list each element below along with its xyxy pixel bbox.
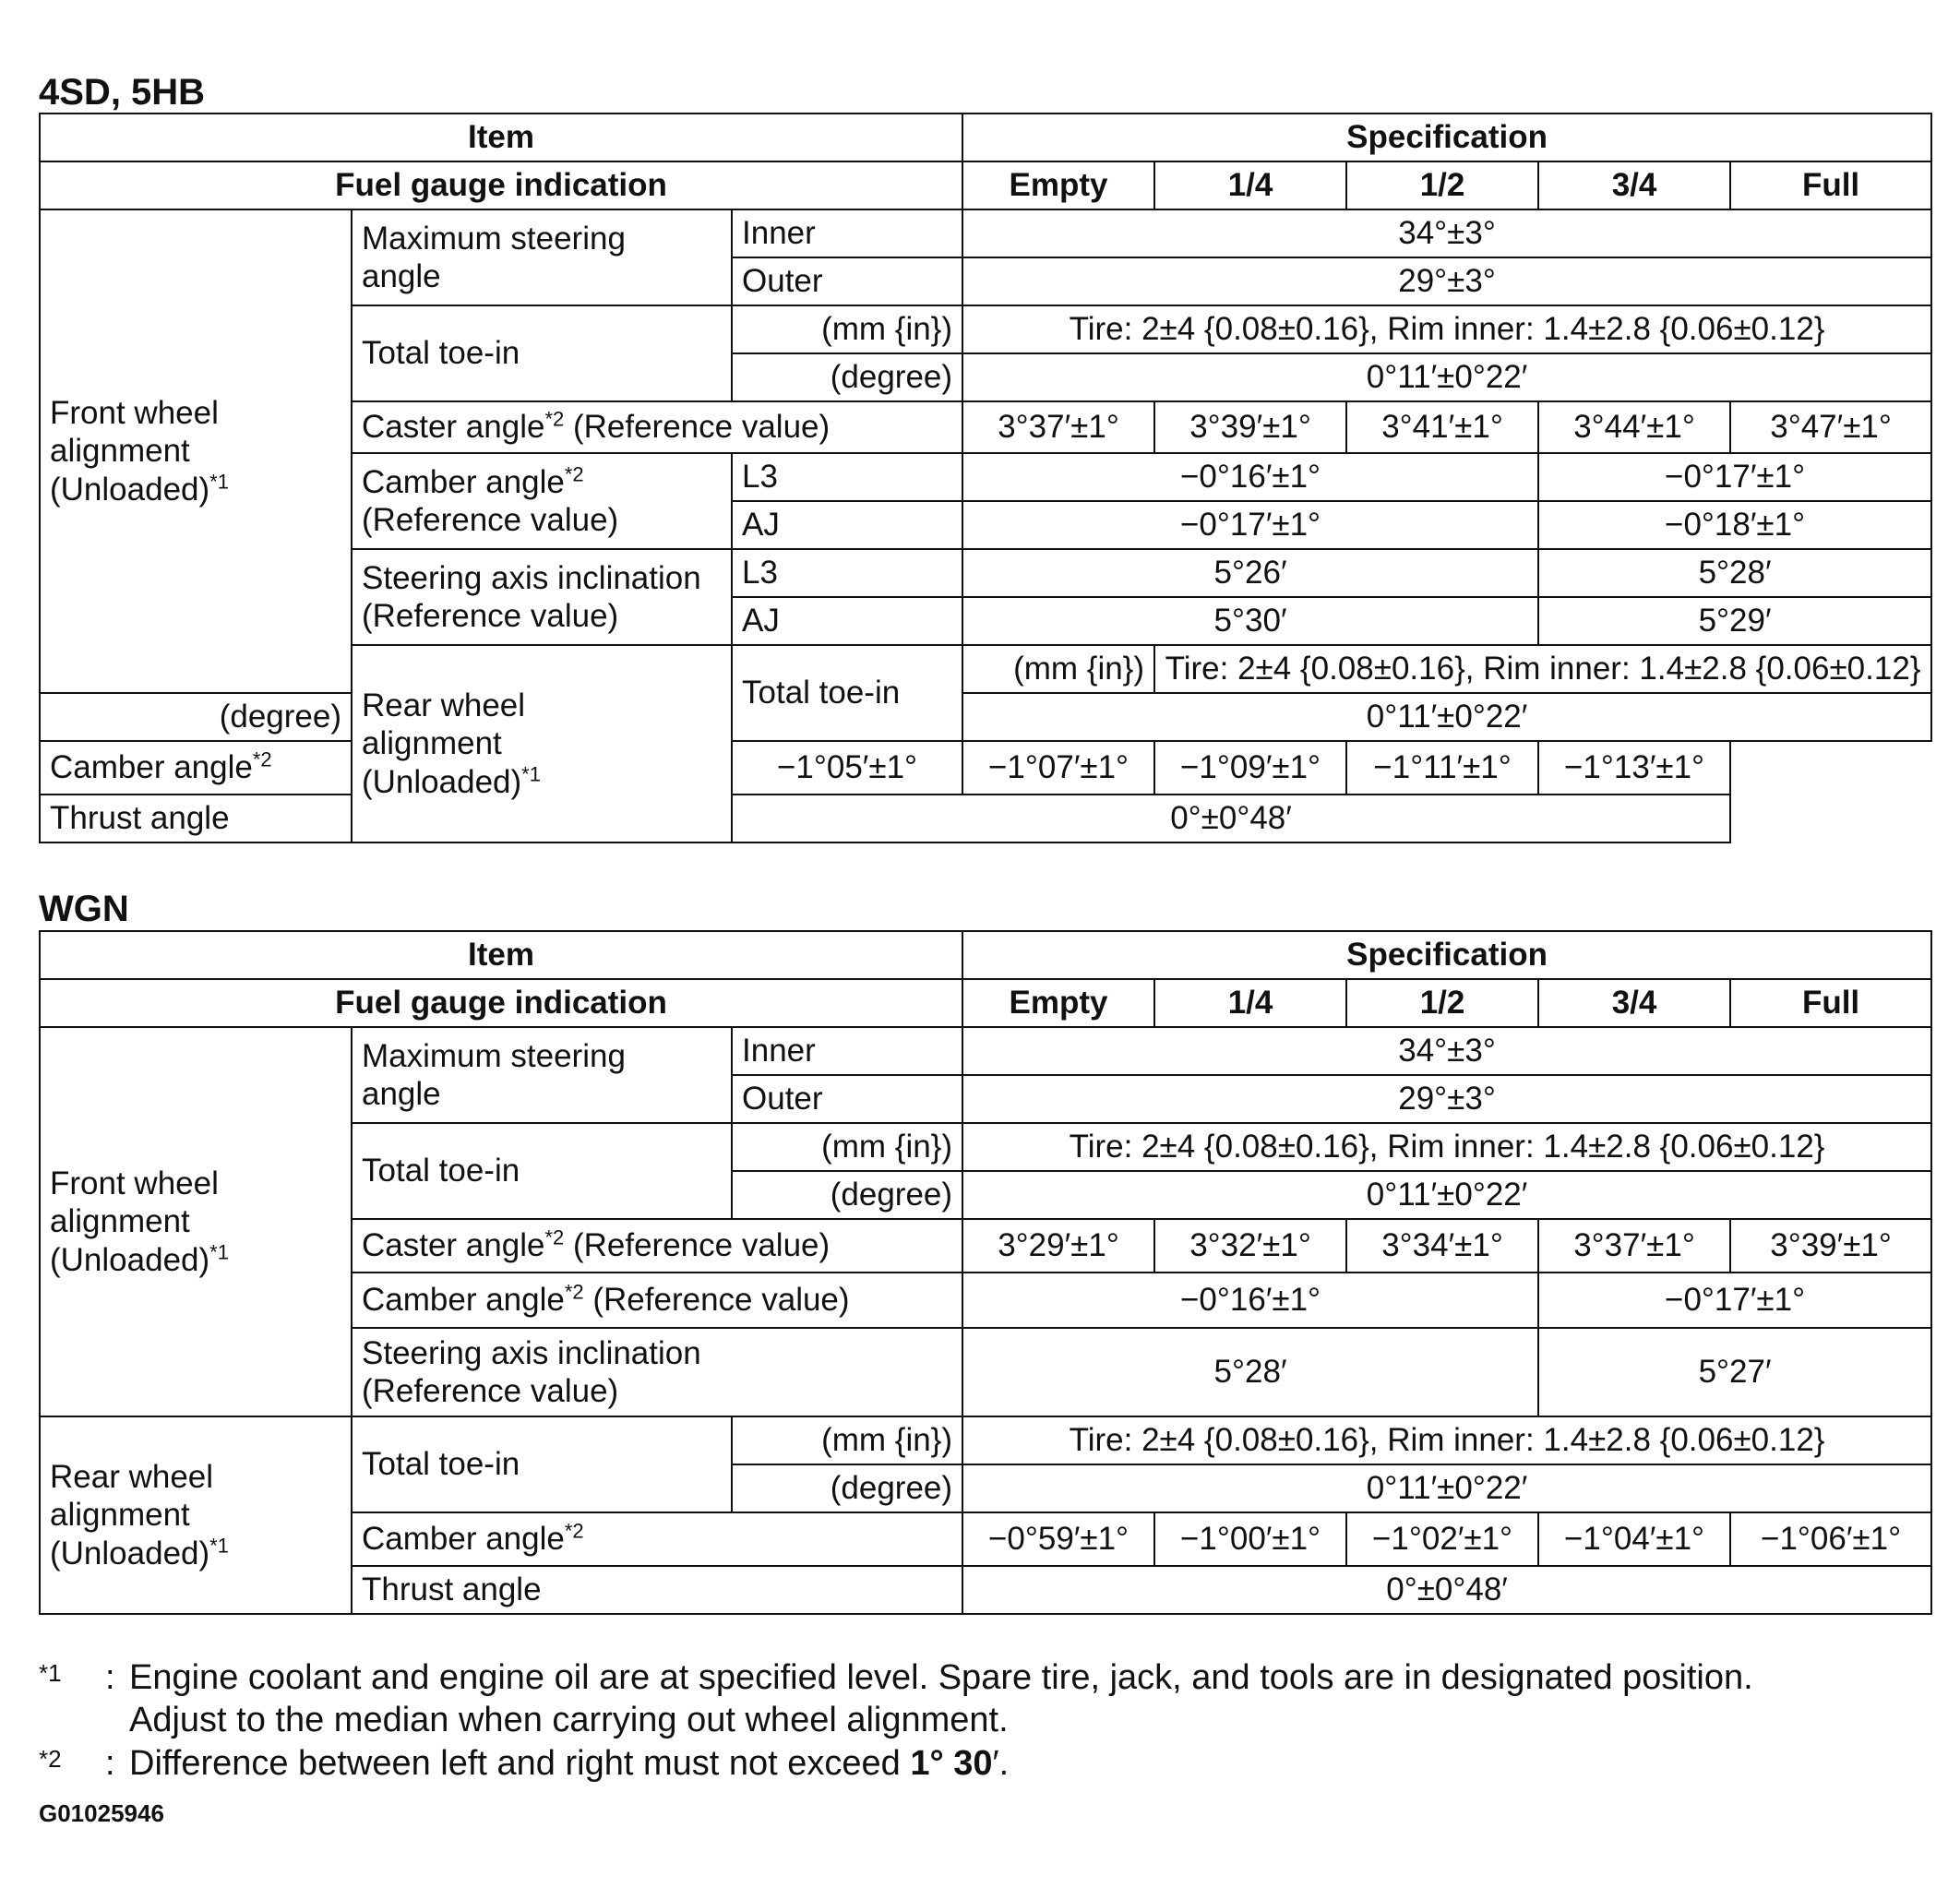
rear-camber-label: Camber angle$^{*2}$ <box>40 741 732 795</box>
level-full: Full <box>1730 979 1931 1027</box>
front-toe-label: Total toe-in <box>352 1123 732 1219</box>
spec-table <box>39 930 1932 1615</box>
sai-aj-high-value: 5°29′ <box>1538 597 1931 645</box>
level-empty: Empty <box>962 979 1154 1027</box>
caster-value-quarter: 3°39′±1° <box>1154 401 1346 453</box>
caster-value-full: 3°47′±1° <box>1730 401 1931 453</box>
outer-value: 29°±3° <box>962 1075 1931 1123</box>
caster-label: Caster angle$^{*2}$ (Reference value) <box>352 1219 962 1273</box>
caster-value-three-quarter: 3°44′±1° <box>1538 401 1730 453</box>
front-toe-deg-value: 0°11′±0°22′ <box>962 353 1931 401</box>
footnote-2: *2 : Difference between left and right must not exceed 1° 30′. <box>39 1742 1921 1785</box>
fuel-gauge-header: Fuel gauge indication <box>40 161 962 209</box>
caster-value-empty: 3°29′±1° <box>962 1219 1154 1273</box>
front-toe-mm-value: Tire: 2±4 {0.08±0.16}, Rim inner: 1.4±2.8 {0.06±0.12} <box>962 1123 1931 1171</box>
rear-camber-value-half: −1°02′±1° <box>1346 1512 1538 1566</box>
caster-value-three-quarter: 3°37′±1° <box>1538 1219 1730 1273</box>
rear-wheel-group-label: Rear wheel alignment (Unloaded)$^{*1}$ <box>40 1416 352 1614</box>
caster-label: Caster angle$^{*2}$ (Reference value) <box>352 401 962 453</box>
level-half: 1/2 <box>1346 161 1538 209</box>
figure-code: G01025946 <box>39 1799 164 1827</box>
front-toe-deg-unit: (degree) <box>732 353 962 401</box>
rear-camber-value-full: −1°06′±1° <box>1730 1512 1931 1566</box>
sai-low-value: 5°28′ <box>962 1328 1538 1416</box>
sai-label: Steering axis inclination (Reference value) <box>352 549 732 645</box>
rear-camber-value-empty: −1°05′±1° <box>732 741 962 795</box>
front-toe-deg-unit: (degree) <box>732 1171 962 1219</box>
level-half: 1/2 <box>1346 979 1538 1027</box>
level-three-quarter: 3/4 <box>1538 161 1730 209</box>
sai-l3-high-value: 5°28′ <box>1538 549 1931 597</box>
rear-wheel-group-label: Rear wheel alignment (Unloaded)$^{*1}$ <box>352 645 732 842</box>
inner-value: 34°±3° <box>962 209 1931 257</box>
front-wheel-group-label: Front wheel alignment (Unloaded)$^{*1}$ <box>40 1027 352 1416</box>
sai-aj-label: AJ <box>732 597 962 645</box>
camber-label: Camber angle$^{*2}$ (Reference value) <box>352 453 732 549</box>
max-steering-label: Maximum steering angle <box>352 1027 732 1123</box>
footnote-2-colon: : <box>105 1743 115 1783</box>
fuel-gauge-header: Fuel gauge indication <box>40 979 962 1027</box>
rear-camber-value-empty: −0°59′±1° <box>962 1512 1154 1566</box>
front-wheel-group-label: Front wheel alignment (Unloaded)$^{*1}$ <box>40 209 352 693</box>
rear-toe-deg-unit: (degree) <box>732 1464 962 1512</box>
rear-toe-mm-value: Tire: 2±4 {0.08±0.16}, Rim inner: 1.4±2.8 {0.06±0.12} <box>962 1416 1931 1464</box>
thrust-label: Thrust angle <box>40 795 732 842</box>
rear-camber-value-three-quarter: −1°11′±1° <box>1346 741 1538 795</box>
rear-toe-deg-value: 0°11′±0°22′ <box>962 693 1931 741</box>
level-empty: Empty <box>962 161 1154 209</box>
camber-aj-label: AJ <box>732 501 962 549</box>
item-header: Item <box>40 114 962 161</box>
footnote-2-text: Difference between left and right must not exceed 1° 30′. <box>129 1743 1010 1783</box>
caster-value-empty: 3°37′±1° <box>962 401 1154 453</box>
level-three-quarter: 3/4 <box>1538 979 1730 1027</box>
section-title: 4SD, 5HB <box>39 72 206 113</box>
max-steering-label: Maximum steering angle <box>352 209 732 305</box>
spec-table <box>39 113 1932 843</box>
section-title: WGN <box>39 889 129 929</box>
caster-value-half: 3°41′±1° <box>1346 401 1538 453</box>
inner-label: Inner <box>732 209 962 257</box>
sai-aj-low-value: 5°30′ <box>962 597 1538 645</box>
camber-aj-high-value: −0°18′±1° <box>1538 501 1931 549</box>
camber-aj-low-value: −0°17′±1° <box>962 501 1538 549</box>
rear-toe-mm-unit: (mm {in}) <box>962 645 1154 693</box>
item-header: Item <box>40 931 962 979</box>
sai-l3-label: L3 <box>732 549 962 597</box>
caster-value-full: 3°39′±1° <box>1730 1219 1931 1273</box>
rear-camber-value-full: −1°13′±1° <box>1538 741 1730 795</box>
rear-camber-value-half: −1°09′±1° <box>1154 741 1346 795</box>
camber-low-value: −0°16′±1° <box>962 1273 1538 1328</box>
level-quarter: 1/4 <box>1154 161 1346 209</box>
inner-value: 34°±3° <box>962 1027 1931 1075</box>
footnote-1: *1 : Engine coolant and engine oil are at specified level. Spare tire, jack, and tools are in designated position. Adjust to the median when carrying out wheel alignment. <box>39 1656 1921 1742</box>
level-quarter: 1/4 <box>1154 979 1346 1027</box>
rear-camber-value-quarter: −1°00′±1° <box>1154 1512 1346 1566</box>
camber-l3-label: L3 <box>732 453 962 501</box>
sai-label: Steering axis inclination (Reference value) <box>352 1328 962 1416</box>
thrust-value: 0°±0°48′ <box>732 795 1730 842</box>
footnote-1-text: Engine coolant and engine oil are at specified level. Spare tire, jack, and tools are in designated position. Adjust to the median when carrying out wheel alignment. <box>129 1658 1753 1740</box>
front-toe-deg-value: 0°11′±0°22′ <box>962 1171 1931 1219</box>
thrust-value: 0°±0°48′ <box>962 1566 1931 1614</box>
camber-l3-high-value: −0°17′±1° <box>1538 453 1931 501</box>
camber-label: Camber angle$^{*2}$ (Reference value) <box>352 1273 962 1328</box>
camber-high-value: −0°17′±1° <box>1538 1273 1931 1328</box>
front-toe-mm-unit: (mm {in}) <box>732 305 962 353</box>
rear-toe-label: Total toe-in <box>352 1416 732 1512</box>
rear-camber-label: Camber angle$^{*2}$ <box>352 1512 962 1566</box>
rear-camber-value-quarter: −1°07′±1° <box>962 741 1154 795</box>
rear-camber-value-three-quarter: −1°04′±1° <box>1538 1512 1730 1566</box>
inner-label: Inner <box>732 1027 962 1075</box>
outer-label: Outer <box>732 257 962 305</box>
front-toe-mm-value: Tire: 2±4 {0.08±0.16}, Rim inner: 1.4±2.8 {0.06±0.12} <box>962 305 1931 353</box>
front-toe-label: Total toe-in <box>352 305 732 401</box>
thrust-label: Thrust angle <box>352 1566 962 1614</box>
sai-l3-low-value: 5°26′ <box>962 549 1538 597</box>
rear-toe-label: Total toe-in <box>732 645 962 741</box>
specification-header: Specification <box>962 114 1931 161</box>
sai-high-value: 5°27′ <box>1538 1328 1931 1416</box>
camber-l3-low-value: −0°16′±1° <box>962 453 1538 501</box>
specification-header: Specification <box>962 931 1931 979</box>
rear-toe-mm-value: Tire: 2±4 {0.08±0.16}, Rim inner: 1.4±2.8 {0.06±0.12} <box>1154 645 1931 693</box>
level-full: Full <box>1730 161 1931 209</box>
footnotes <box>39 1656 1921 1785</box>
rear-toe-mm-unit: (mm {in}) <box>732 1416 962 1464</box>
caster-value-quarter: 3°32′±1° <box>1154 1219 1346 1273</box>
rear-toe-deg-value: 0°11′±0°22′ <box>962 1464 1931 1512</box>
outer-label: Outer <box>732 1075 962 1123</box>
outer-value: 29°±3° <box>962 257 1931 305</box>
caster-value-half: 3°34′±1° <box>1346 1219 1538 1273</box>
rear-toe-deg-unit: (degree) <box>40 693 352 741</box>
front-toe-mm-unit: (mm {in}) <box>732 1123 962 1171</box>
footnote-1-colon: : <box>105 1658 115 1697</box>
